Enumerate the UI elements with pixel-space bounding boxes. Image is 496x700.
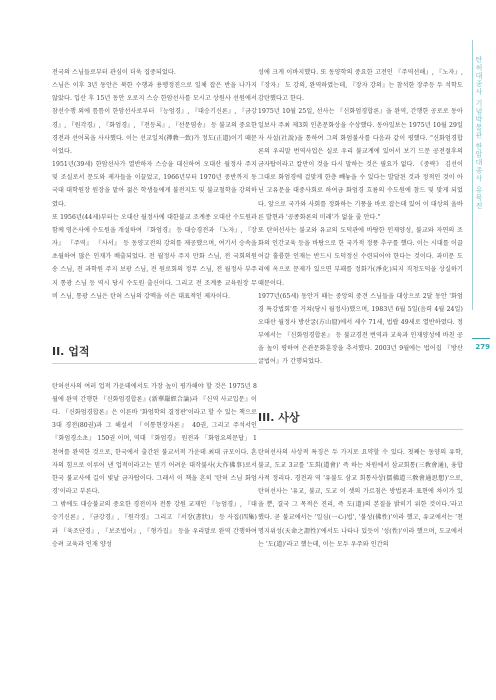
- paragraph: 1977년(65세) 동안거 때는 중앙의 중견 스님들을 대상으로 2달 동안 '화엄경 특강법회'를 거쳐(당시 월정사)했으며, 1983년 6월 5일(음력 4월 24일) 오대산 월정사 방산굴(方山窟)에서 세수 71세, 법랍 49세로 열반하였다. 정부에서는 『신화엄경합론』 등 불교경전 번역과 교육과 인재양성에 바친 공을 높이 평하여 은관문화훈장을 추서했다. 2003년 9월에는 법어집 『방산굴법어』가 간행되었다.: [258, 292, 463, 366]
- paragraph: 또 1956년(44세)부터는 오대산 월정사에 대한불교 조계종 오대산 수도원과 함께 영은사에 수도원을 개설하여 『화엄경』 등 대승경전과 『노자』, 『장자』 『주역』 『사서』 등 동양고전의 강의를 제공했으며, 여기서 승속을 초월하여 많은 인재가 배출되었다. 전 월정사 주지 만화 스님, 전 국회의원 송 스님, 전 과학원 주지 보광 스님, 전 원로회의 정무 스님, 전 월정사 부주지 통광 스님 등 역시 당시 수도원 출신이다. 그리고 전 조계종 교육원장 무비 스님, 통광 스님은 탄허 스님의 강맥을 이은 대표적인 제자이다.: [52, 213, 257, 300]
- paragraph: 1951년(39세) 한암선사가 열반하자 스승을 대신하여 오대산 월정사 주지 및 조실로서 문도와 제자들을 이끌었고, 1966년부터 1970년 중반까지 동국대 대학원장 원장을 맡아 젊은 학생들에게 불전지도 및 불교철학을 강의하였다.: [52, 161, 257, 208]
- paragraph: 그 밖에도 대승불교의 중요한 경전이자 전통 강원 교재인 『능엄경』, 『대승기신론』, 『금강경』, 『원각경』 그리고 『서장(書狀)』 등 사집(四集)과 『육조단경』, 『보조법어』, 『형가집』 등을 우리말로 완역 간행하여 승려 교육과 인재 양성: [52, 501, 257, 548]
- sidebar-divider: [472, 40, 473, 310]
- paragraph: 탄허선사의 사상적 특징은 두 가지로 요약할 수 있다. 첫째는 동양의 유학, 불교, 도교 3교를 '도회(道會)' 즉 하는 차원에서 삼교회통(三敎會通), 융합사적 정리다. 경전과 역 '유불도 삼교 회통사상(儒佛道三敎會通思想)'으로, 탄허선사는 '유교, 불교, 도교 이 셋의 가르침은 방법론과 표현에 차이가 있을 뿐, 결국 그 목적은 진리, 즉 도(道)의 본질을 밝히기 위한 것이다.'라고 했다. 곧 불교에서는 '일심(一心)법', '불성(佛性)'이라 했고, 유교에서는 '천명지위성(天命之謂性)'에서도 나타나 있듯이 '성(性)'이라 했으며, 도교에서는 '도(道)'라고 했는데, 이는 모두 우주와 인간의: [258, 448, 463, 548]
- paragraph: 1975년 10월 25일, 선사는 『신화엄경합론』을 완역, 간행한 공로로 동아일보사 주최 제3회 인촌문화상을 수상했다. 동아일보는 1975년 10월 29일자 사설(社說)을 통하여 그의 화엄불사를 다음과 같이 평했다. "신화엄경합론의 우리말 번역사업은 실로 우리 불교계에 있어서 보기 드문 공전절후의 금자탑이라고 칼만이 것을 다시 말하는 것은 필요가 없다. 《중략》 김선이 그대로 화엄경에 걸맞게 한층 빼놓을 수 있다는 발달된 것과 정적인 것이 아닌 고유문을 대중사회로 하여금 화엄경 흐름의 수도원에 참드 및 맞게 되었다. 앞으로 국가와 사회를 정화하는 기풍을 바로 잡는데 있어 이 대상의 올바른 발현과 '공종화론의 미래'가 없을 줄 안다.": [258, 108, 463, 221]
- section-title-achievements: II. 업적: [52, 343, 257, 364]
- paragraph: 탄허선사의 여러 업적 가운데에서도 가장 높이 평가해야 할 것은 1975년 8월에 완역 간행한 『신화엄경합론』(新華嚴經合論)과 『신역 사교입문』이다. 『신화엄경합론』은 이른바 '화엄학의 결정판'이라고 할 수 있는 책으로 3대 경전(80권)과 그 해설서 『이통현장자론』 40권, 그리고 주석서인 『화엄경소초』 150권 이며, 역대 『화엄경』 원전과 「화엄요의문답」 1천여를 완역한 것으로, 한국에서 출간된 불교서적 가운데 최대 규모이다. 혼자의 힘으로 이루어 낸 업적이라고는 믿기 어려운 대작불사(大作佛事)로서 한국 불교사에 길이 빛날 금자탑이다. 그래서 이 책을 흔히 '탄허 스님 화엄경'이라고 부른다.: [52, 382, 257, 496]
- sidebar: [466, 0, 496, 700]
- paragraph: 스님은 이후 3년 동안은 북한 수행과 용맹정진으로 일체 잡은 반을 나가지 않았다. 입산 후 15년 동안 오로지 스승 한암선사를 모시고 상원사 선원에서 참선수행 외에 틈틈이 한암선사로부터 『능엄경』, 『대승기신론』, 『금강경』, 『원각경』, 『화엄경』, 『전등록』, 『선문염송』 등 불교의 중요한 경전과 선어록을 사사했다. 이는 선교일치(禪敎一致)가 정도(正道)이기 때문이었다.: [52, 82, 258, 155]
- right-column: [258, 66, 463, 551]
- running-header: 탄허대종사 기념박물관 한암대종사 유묵전: [475, 56, 483, 210]
- section-heading-block: [258, 409, 463, 430]
- page-number-rule: [472, 338, 490, 339]
- paragraph: 성에 크게 이바지했다. 또 동양학의 중요한 고전인 『주역선해』, 『노자』, 『장자』 도 강의, 완역하였는데, 『장자 강의』는 참석한 장주등 두 석학도 감탄했다고 한다.: [258, 69, 463, 103]
- paragraph: 전국의 스님들로부터 관심이 더욱 집중되었다.: [52, 69, 176, 76]
- page-number: 279: [475, 343, 490, 351]
- left-column: [52, 66, 257, 551]
- section-title-thought: III. 사상: [258, 409, 463, 430]
- paragraph: 또 탄허선사는 불교와 유교의 도덕관에 바탕한 인재양성, 불교와 자연의 조화의 인간교육 등을 바탕으로 한 국가적 정풍 추구를 했다. 이는 시대를 이끌어갈 훌륭한 인재는 반드시 도덕정신 수련되어야 한다는 것이다. 과미문 도리에 옥으로 문제가 있으면 부패를 정화가(淨化)되지 직청도덕을 상실하기 때문이다.: [258, 226, 463, 287]
- section-heading-block: [52, 343, 257, 364]
